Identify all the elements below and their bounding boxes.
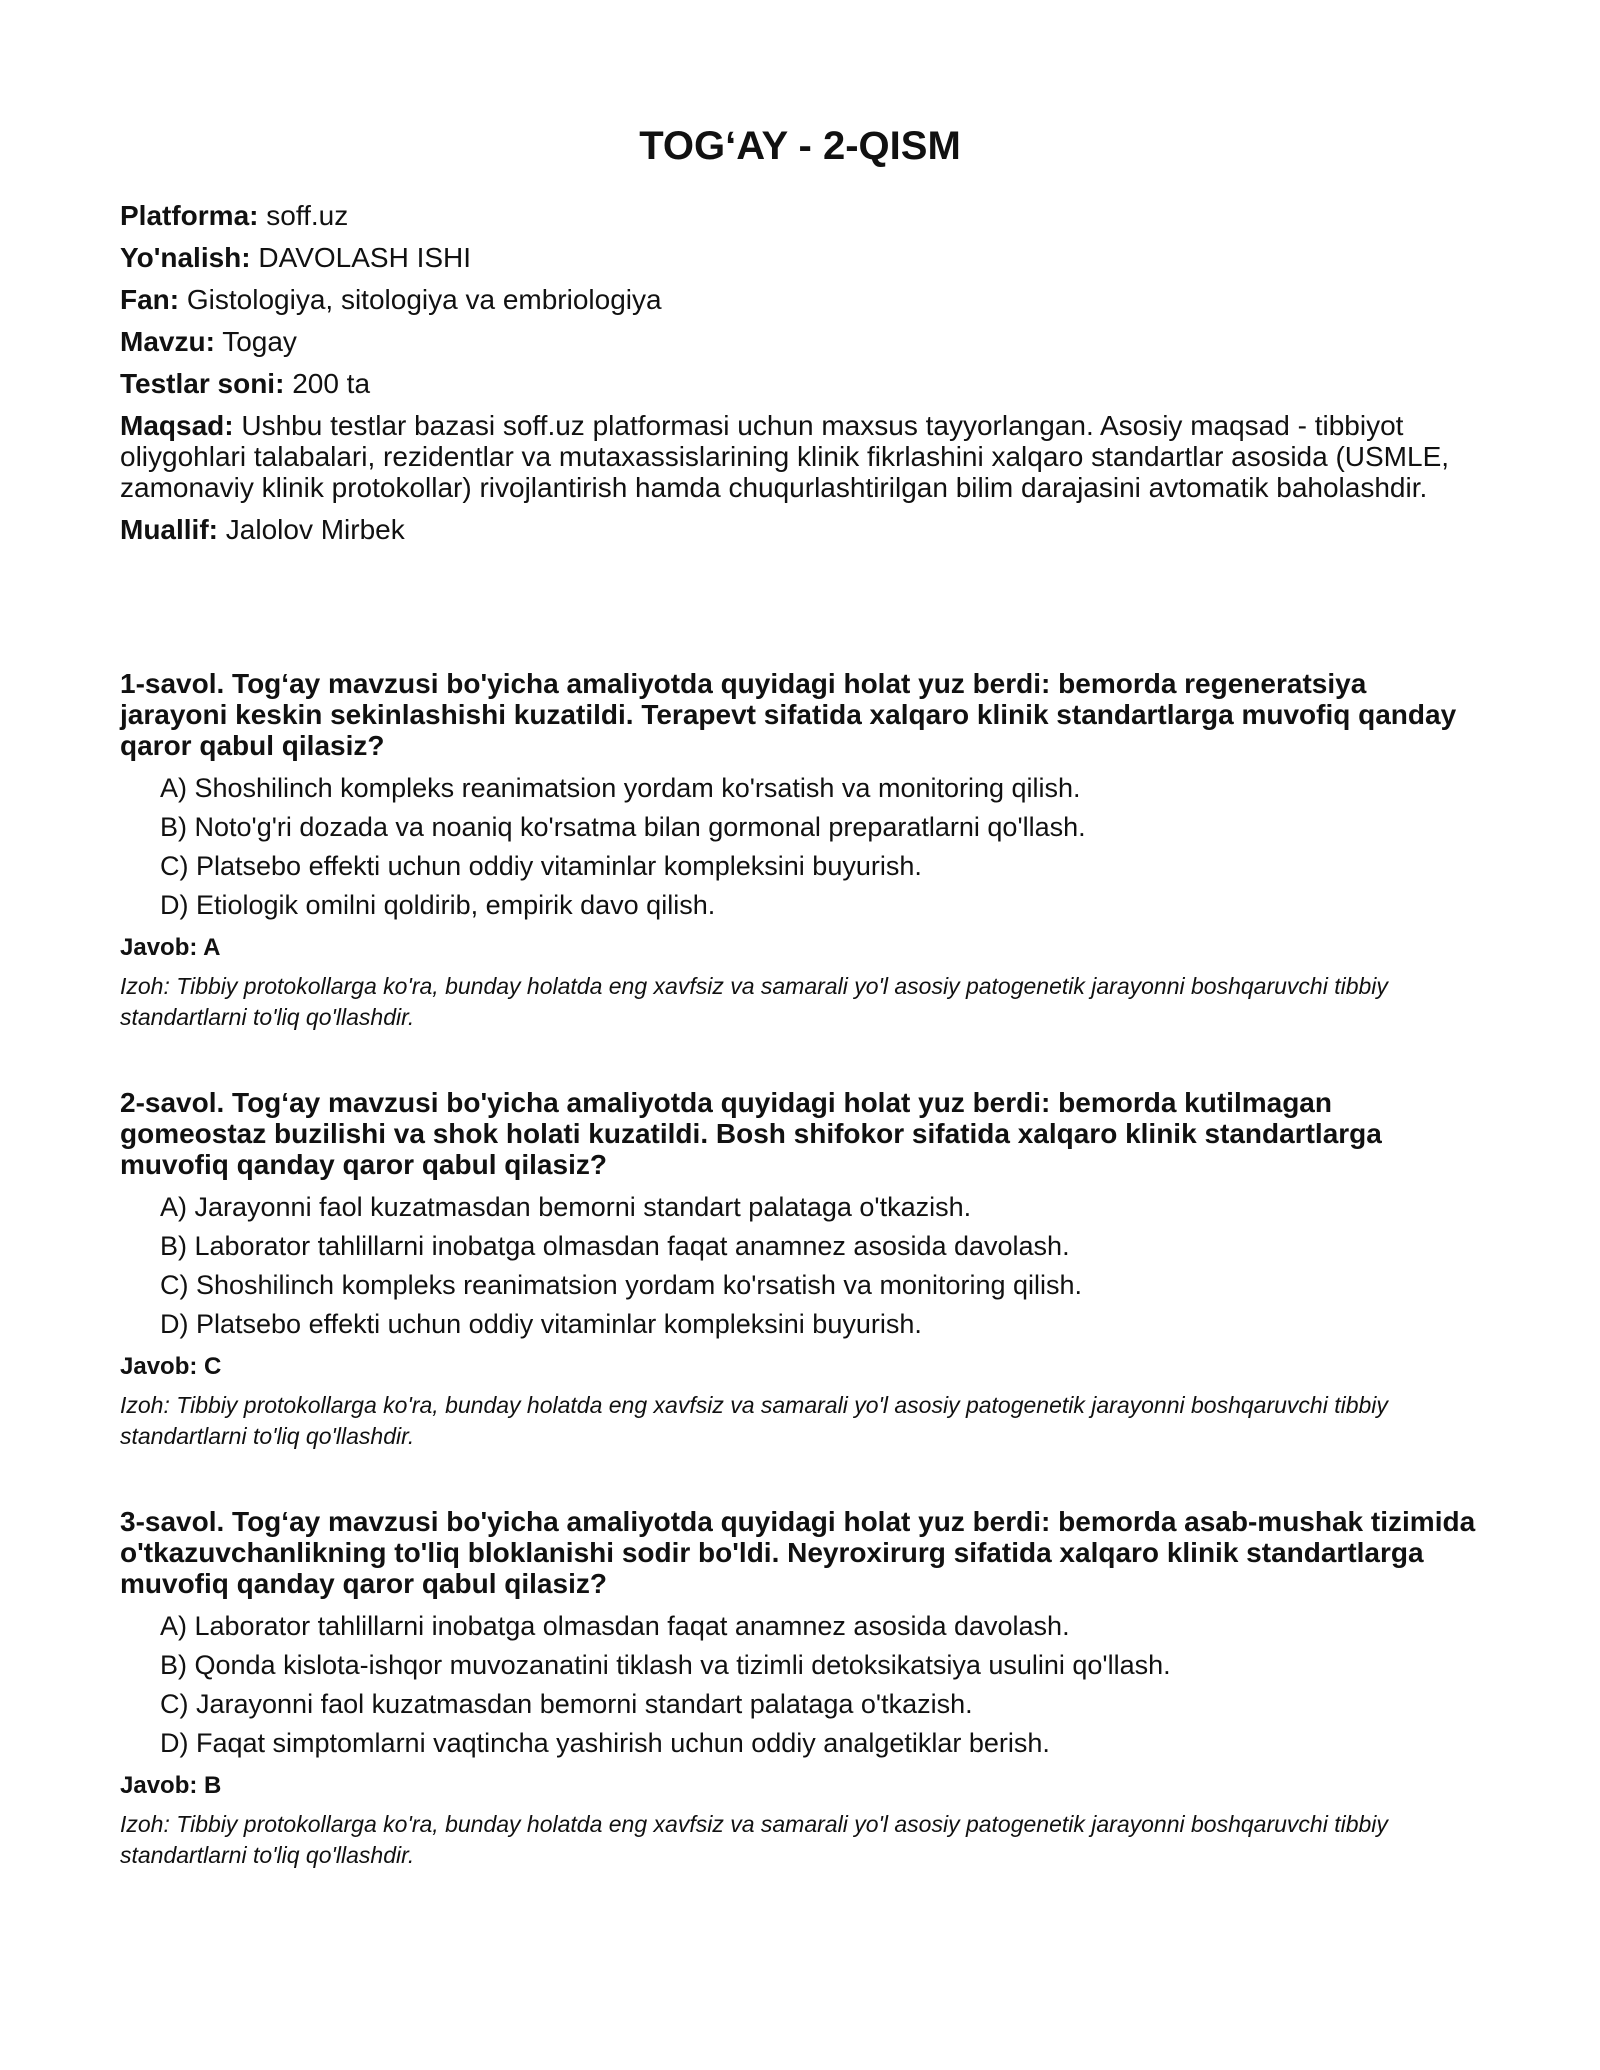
meta-value: Jalolov Mirbek — [225, 514, 405, 545]
explanation-text: Izoh: Tibbiy protokollarga ko'ra, bunday holatda eng xavfsiz va samarali yo'l asosiy patogenetik jarayonni boshqaruvchi tibbiy standartlarni to'liq qo'llashdir. — [120, 1811, 1388, 1868]
document-title: TOG‘AY - 2-QISM — [639, 124, 961, 168]
meta-value: 200 ta — [292, 368, 371, 399]
explanation-text: Izoh: Tibbiy protokollarga ko'ra, bunday holatda eng xavfsiz va samarali yo'l asosiy patogenetik jarayonni boshqaruvchi tibbiy standartlarni to'liq qo'llashdir. — [120, 1392, 1388, 1449]
meta-value: soff.uz — [266, 200, 349, 231]
meta-test-count — [120, 368, 1480, 399]
meta-platform — [120, 200, 1480, 231]
option-list — [120, 773, 1480, 921]
meta-topic — [120, 326, 1480, 357]
meta-value: Gistologiya, sitologiya va embriologiya — [186, 284, 662, 315]
option-a: A) Jarayonni faol kuzatmasdan bemorni standart palataga o'tkazish. — [160, 1192, 972, 1222]
meta-author — [120, 514, 1480, 545]
option-c: C) Platsebo effekti uchun oddiy vitaminlar kompleksini buyurish. — [160, 851, 922, 881]
option-c: C) Jarayonni faol kuzatmasdan bemorni standart palataga o'tkazish. — [160, 1689, 973, 1719]
option-d: D) Platsebo effekti uchun oddiy vitaminlar kompleksini buyurish. — [160, 1309, 922, 1339]
option-a: A) Laborator tahlillarni inobatga olmasdan faqat anamnez asosida davolash. — [160, 1611, 1070, 1641]
option-b: B) Laborator tahlillarni inobatga olmasdan faqat anamnez asosida davolash. — [160, 1231, 1070, 1261]
question-text: 1-savol. Tog‘ay mavzusi bo'yicha amaliyotda quyidagi holat yuz berdi: bemorda regeneratsiya jarayoni keskin sekinlashishi kuzatildi. Terapevt sifatida xalqaro klinik standartlarga muvofiq qanday qaror qabul qilasiz? — [120, 668, 1457, 761]
question-text: 3-savol. Tog‘ay mavzusi bo'yicha amaliyotda quyidagi holat yuz berdi: bemorda asab-mushak tizimida o'tkazuvchanlikning to'liq bloklanishi sodir bo'ldi. Neyroxirurg sifatida xalqaro klinik standartlarga muvofiq qanday qaror qabul qilasiz? — [120, 1506, 1476, 1599]
option-list — [120, 1192, 1480, 1340]
meta-label: Yo'nalish: — [120, 242, 251, 273]
answer-label: Javob: B — [120, 1772, 222, 1799]
meta-value: Togay — [222, 326, 297, 357]
meta-label: Maqsad: — [120, 410, 234, 441]
meta-value: Ushbu testlar bazasi soff.uz platformasi uchun maxsus tayyorlangan. Asosiy maqsad - tibbiyot oliygohlari talabalari, rezidentlar va mutaxassislarining klinik fikrlashini xalqaro standartlar asosida (USMLE, zamonaviy klinik protokollar) rivojlantirish hamda chuqurlashtirilgan bilim darajasini avtomatik baholashdir. — [120, 410, 1450, 503]
document-meta — [120, 200, 1480, 556]
question-text: 2-savol. Tog‘ay mavzusi bo'yicha amaliyotda quyidagi holat yuz berdi: bemorda kutilmagan gomeostaz buzilishi va shok holati kuzatildi. Bosh shifokor sifatida xalqaro klinik standartlarga muvofiq qanday qaror qabul qilasiz? — [120, 1087, 1382, 1180]
question-list — [120, 668, 1480, 1925]
option-c: C) Shoshilinch kompleks reanimatsion yordam ko'rsatish va monitoring qilish. — [160, 1270, 1083, 1300]
meta-label: Platforma: — [120, 200, 259, 231]
option-b: B) Noto'g'ri dozada va noaniq ko'rsatma bilan gormonal preparatlarni qo'llash. — [160, 812, 1086, 842]
option-d: D) Etiologik omilni qoldirib, empirik davo qilish. — [160, 890, 716, 920]
meta-value: DAVOLASH ISHI — [258, 242, 472, 273]
option-a: A) Shoshilinch kompleks reanimatsion yordam ko'rsatish va monitoring qilish. — [160, 773, 1081, 803]
option-list — [120, 1611, 1480, 1759]
meta-purpose — [120, 410, 1460, 503]
answer-label: Javob: C — [120, 1353, 222, 1380]
meta-label: Muallif: — [120, 514, 218, 545]
meta-subject — [120, 284, 1480, 315]
meta-direction — [120, 242, 1480, 273]
meta-label: Testlar soni: — [120, 368, 285, 399]
option-b: B) Qonda kislota-ishqor muvozanatini tiklash va tizimli detoksikatsiya usulini qo'llash. — [160, 1650, 1171, 1680]
answer-label: Javob: A — [120, 934, 221, 961]
question-block — [120, 1087, 1480, 1452]
explanation-text: Izoh: Tibbiy protokollarga ko'ra, bunday holatda eng xavfsiz va samarali yo'l asosiy patogenetik jarayonni boshqaruvchi tibbiy standartlarni to'liq qo'llashdir. — [120, 973, 1388, 1030]
meta-label: Fan: — [120, 284, 180, 315]
option-d: D) Faqat simptomlarni vaqtincha yashirish uchun oddiy analgetiklar berish. — [160, 1728, 1050, 1758]
question-block — [120, 668, 1480, 1033]
meta-label: Mavzu: — [120, 326, 215, 357]
question-block — [120, 1506, 1480, 1871]
